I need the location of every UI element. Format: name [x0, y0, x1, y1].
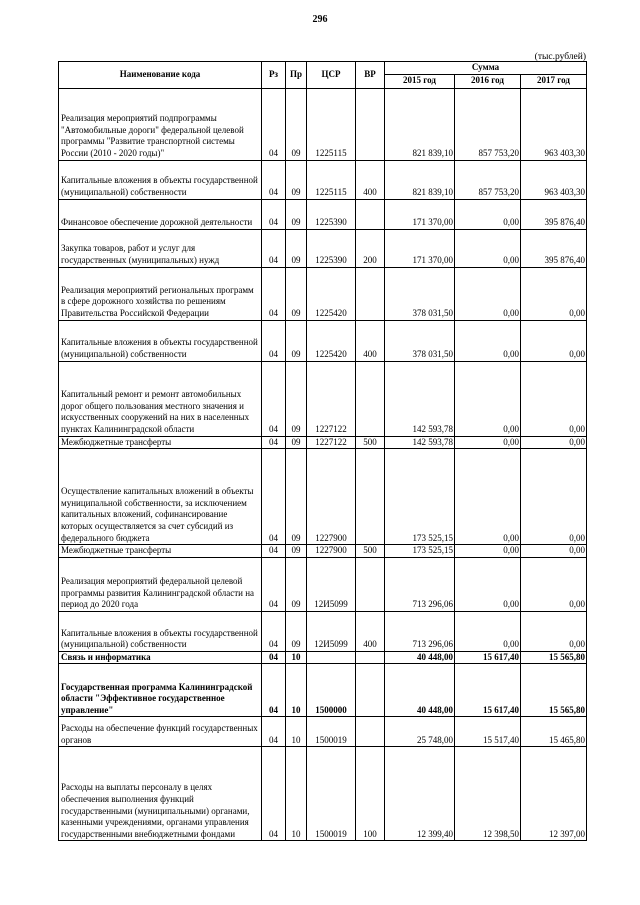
header-pr: Пр	[286, 62, 307, 89]
row-vr	[356, 651, 385, 664]
row-pr: 09	[286, 557, 307, 611]
header-name: Наименование кода	[59, 62, 262, 89]
row-pr: 09	[286, 449, 307, 545]
row-vr	[356, 449, 385, 545]
row-rz: 04	[262, 545, 286, 558]
row-rz: 04	[262, 88, 286, 160]
row-2016: 0,00	[455, 545, 521, 558]
units-note: (тыс.рублей)	[534, 52, 586, 62]
row-vr: 400	[356, 160, 385, 199]
row-2015: 713 296,06	[385, 557, 455, 611]
row-2017: 963 403,30	[521, 88, 587, 160]
row-2017: 0,00	[521, 557, 587, 611]
row-pr: 09	[286, 229, 307, 267]
row-csr: 1227122	[307, 436, 356, 449]
row-2015: 173 525,15	[385, 449, 455, 545]
row-vr	[356, 88, 385, 160]
row-name: Закупка товаров, работ и услуг для государственных (муниципальных) нужд	[59, 229, 262, 267]
row-rz: 04	[262, 361, 286, 436]
row-name: Межбюджетные трансферты	[59, 436, 262, 449]
row-2017: 0,00	[521, 611, 587, 651]
header-2017: 2017 год	[521, 74, 587, 88]
row-csr: 1500019	[307, 747, 356, 841]
header-vr: ВР	[356, 62, 385, 89]
row-vr: 400	[356, 611, 385, 651]
row-2016: 0,00	[455, 199, 521, 229]
row-2016: 0,00	[455, 229, 521, 267]
row-2015: 25 748,00	[385, 717, 455, 747]
row-vr: 400	[356, 320, 385, 361]
row-rz: 04	[262, 160, 286, 199]
row-csr: 1225420	[307, 267, 356, 320]
row-2017: 0,00	[521, 545, 587, 558]
row-pr: 09	[286, 88, 307, 160]
row-2015: 378 031,50	[385, 267, 455, 320]
header-csr: ЦСР	[307, 62, 356, 89]
row-vr: 500	[356, 436, 385, 449]
row-2016: 0,00	[455, 361, 521, 436]
row-rz: 04	[262, 449, 286, 545]
row-csr: 12И5099	[307, 557, 356, 611]
row-2016: 0,00	[455, 436, 521, 449]
row-pr: 10	[286, 747, 307, 841]
row-rz: 04	[262, 320, 286, 361]
row-csr: 1227900	[307, 449, 356, 545]
row-2015: 142 593,78	[385, 361, 455, 436]
row-2017: 0,00	[521, 320, 587, 361]
table-row	[59, 160, 587, 199]
row-name: Осуществление капитальных вложений в объекты муниципальной собственности, за исключением капитальных вложений, софинансирование которых осуществляется за счет субсидий из федерального бюджета	[59, 449, 262, 545]
row-name: Связь и информатика	[59, 651, 262, 664]
row-2016: 15 617,40	[455, 651, 521, 664]
row-rz: 04	[262, 557, 286, 611]
row-name: Реализация мероприятий региональных программ в сфере дорожного хозяйства по решениям Правительства Российской Федерации	[59, 267, 262, 320]
table-row	[59, 747, 587, 841]
row-csr: 1500019	[307, 717, 356, 747]
row-2015: 821 839,10	[385, 160, 455, 199]
row-csr: 1500000	[307, 664, 356, 717]
table-body	[59, 88, 587, 841]
row-csr: 1227122	[307, 361, 356, 436]
table-row	[59, 320, 587, 361]
row-csr: 1225420	[307, 320, 356, 361]
row-pr: 09	[286, 199, 307, 229]
row-2017: 395 876,40	[521, 229, 587, 267]
table-row	[59, 229, 587, 267]
row-pr: 09	[286, 267, 307, 320]
row-2016: 15 617,40	[455, 664, 521, 717]
row-csr: 1225390	[307, 199, 356, 229]
row-pr: 09	[286, 320, 307, 361]
row-vr: 100	[356, 747, 385, 841]
row-rz: 04	[262, 747, 286, 841]
row-2016: 857 753,20	[455, 88, 521, 160]
row-pr: 09	[286, 160, 307, 199]
row-csr	[307, 651, 356, 664]
row-2015: 171 370,00	[385, 229, 455, 267]
row-csr: 12И5099	[307, 611, 356, 651]
row-2016: 12 398,50	[455, 747, 521, 841]
row-csr: 1225115	[307, 88, 356, 160]
row-vr	[356, 717, 385, 747]
row-2016: 857 753,20	[455, 160, 521, 199]
row-2015: 40 448,00	[385, 664, 455, 717]
row-2016: 0,00	[455, 557, 521, 611]
row-name: Капитальные вложения в объекты государственной (муниципальной) собственности	[59, 160, 262, 199]
row-pr: 09	[286, 545, 307, 558]
row-2017: 395 876,40	[521, 199, 587, 229]
row-2017: 0,00	[521, 361, 587, 436]
row-pr: 10	[286, 651, 307, 664]
header-2016: 2016 год	[455, 74, 521, 88]
row-pr: 09	[286, 361, 307, 436]
row-2016: 0,00	[455, 449, 521, 545]
row-vr	[356, 199, 385, 229]
row-2015: 378 031,50	[385, 320, 455, 361]
header-sum: Сумма	[385, 62, 587, 75]
header-2015: 2015 год	[385, 74, 455, 88]
row-vr: 500	[356, 545, 385, 558]
row-2015: 142 593,78	[385, 436, 455, 449]
row-2015: 171 370,00	[385, 199, 455, 229]
row-2017: 15 565,80	[521, 651, 587, 664]
table-row	[59, 199, 587, 229]
row-2015: 713 296,06	[385, 611, 455, 651]
row-2017: 15 565,80	[521, 664, 587, 717]
row-2017: 0,00	[521, 267, 587, 320]
row-vr	[356, 664, 385, 717]
row-2016: 0,00	[455, 611, 521, 651]
row-csr: 1227900	[307, 545, 356, 558]
table-row	[59, 717, 587, 747]
row-name: Расходы на обеспечение функций государственных органов	[59, 717, 262, 747]
row-rz: 04	[262, 611, 286, 651]
table-row	[59, 545, 587, 558]
row-2017: 0,00	[521, 449, 587, 545]
row-name: Государственная программа Калининградской области "Эффективное государственное управление"	[59, 664, 262, 717]
row-name: Реализация мероприятий подпрограммы "Автомобильные дороги" федеральной целевой программы "Развитие транспортной системы России (2010 - 2020 годы)"	[59, 88, 262, 160]
row-2017: 12 397,00	[521, 747, 587, 841]
row-2015: 173 525,15	[385, 545, 455, 558]
table-row	[59, 651, 587, 664]
row-2017: 0,00	[521, 436, 587, 449]
row-2016: 0,00	[455, 320, 521, 361]
row-name: Капитальные вложения в объекты государственной (муниципальной) собственности	[59, 320, 262, 361]
row-2016: 0,00	[455, 267, 521, 320]
row-vr	[356, 361, 385, 436]
page-number: 296	[312, 14, 328, 25]
row-2015: 12 399,40	[385, 747, 455, 841]
row-pr: 10	[286, 717, 307, 747]
row-vr	[356, 557, 385, 611]
row-pr: 09	[286, 436, 307, 449]
row-name: Капитальные вложения в объекты государственной (муниципальной) собственности	[59, 611, 262, 651]
row-rz: 04	[262, 717, 286, 747]
row-name: Реализация мероприятий федеральной целевой программы развития Калининградской области на период до 2020 года	[59, 557, 262, 611]
row-2015: 821 839,10	[385, 88, 455, 160]
header-rz: Рз	[262, 62, 286, 89]
row-vr: 200	[356, 229, 385, 267]
row-pr: 09	[286, 611, 307, 651]
row-vr	[356, 267, 385, 320]
row-rz: 04	[262, 651, 286, 664]
table-row	[59, 361, 587, 436]
row-2015: 40 448,00	[385, 651, 455, 664]
table-row	[59, 436, 587, 449]
row-rz: 04	[262, 436, 286, 449]
row-rz: 04	[262, 199, 286, 229]
table-row	[59, 88, 587, 160]
table-row	[59, 449, 587, 545]
budget-table	[58, 61, 587, 841]
table-row	[59, 611, 587, 651]
table-row	[59, 267, 587, 320]
row-pr: 10	[286, 664, 307, 717]
row-2017: 963 403,30	[521, 160, 587, 199]
row-name: Расходы на выплаты персоналу в целях обеспечения выполнения функций государственными (муниципальными) органами, казенными учреждениями, органами управления государственными внебюджетными фондами	[59, 747, 262, 841]
table-row	[59, 664, 587, 717]
row-csr: 1225390	[307, 229, 356, 267]
row-rz: 04	[262, 664, 286, 717]
row-csr: 1225115	[307, 160, 356, 199]
row-2016: 15 517,40	[455, 717, 521, 747]
row-name: Межбюджетные трансферты	[59, 545, 262, 558]
row-rz: 04	[262, 229, 286, 267]
row-2017: 15 465,80	[521, 717, 587, 747]
row-name: Финансовое обеспечение дорожной деятельности	[59, 199, 262, 229]
row-name: Капитальный ремонт и ремонт автомобильных дорог общего пользования местного значения и искусственных сооружений на них в населенных пунктах Калининградской области	[59, 361, 262, 436]
table-row	[59, 557, 587, 611]
row-rz: 04	[262, 267, 286, 320]
